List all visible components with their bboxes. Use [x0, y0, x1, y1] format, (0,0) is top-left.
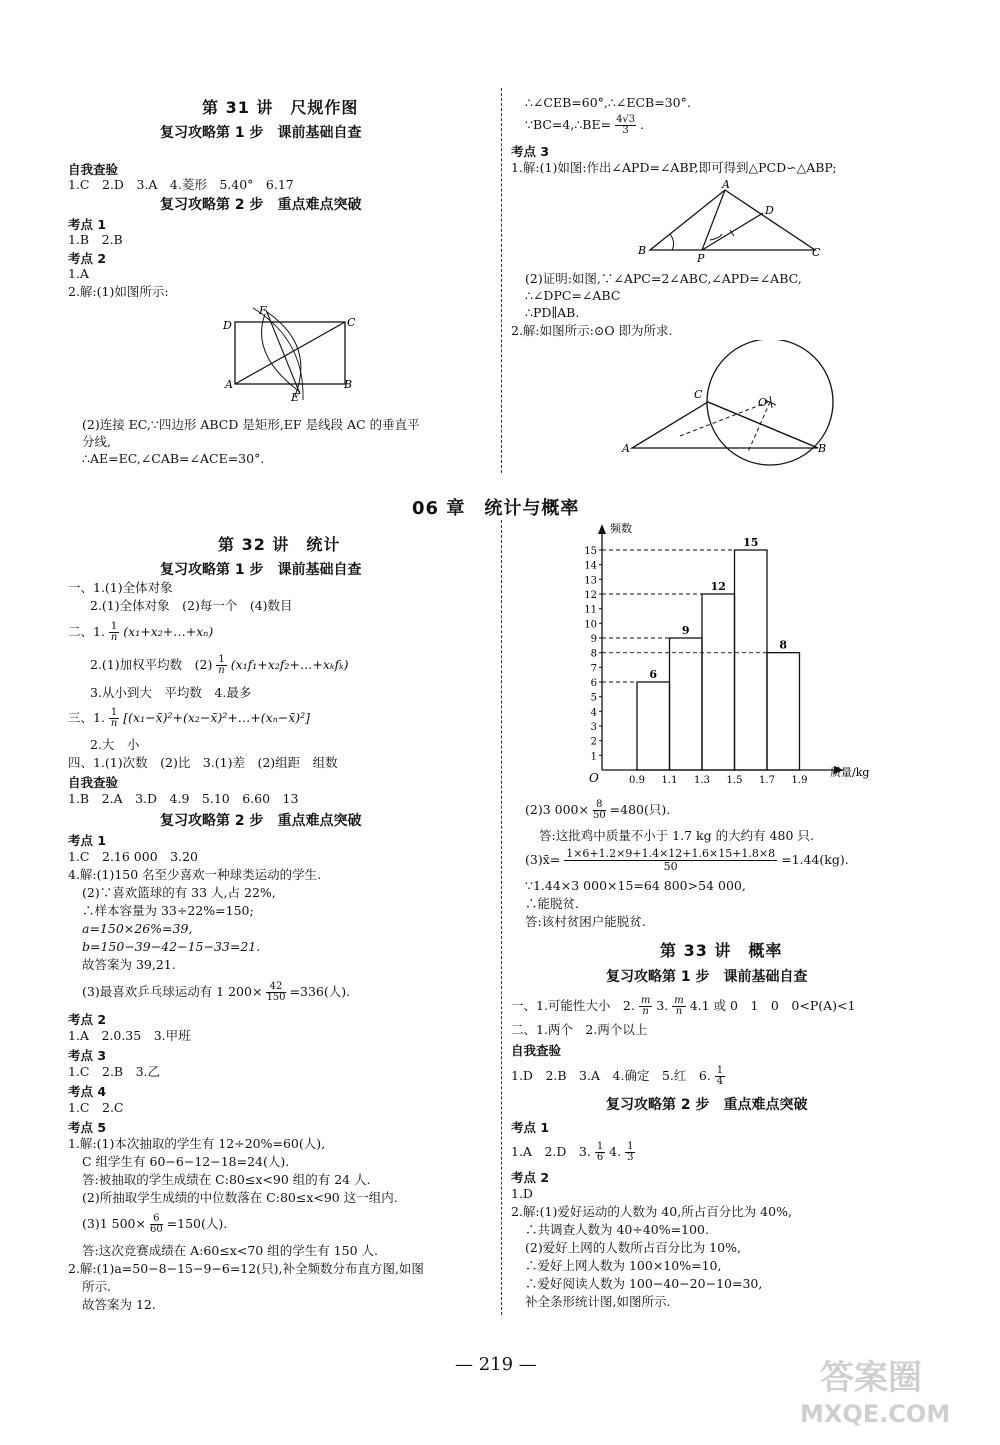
kaodian-1-q4-line-c: ∴样本容量为 33÷22%=150; — [82, 903, 254, 918]
label-p: P — [697, 252, 705, 264]
right-line-5: ∴能脱贫. — [525, 896, 579, 911]
histogram-bar — [735, 550, 768, 770]
prob-line-1 — [511, 996, 855, 1017]
kaodian-5-line-9: 故答案为 12. — [82, 1297, 156, 1312]
kaodian-2-label: 考点 2 — [68, 1012, 107, 1027]
lesson-32-step2: 复习攻略第 2 步 重点难点突破 — [160, 813, 362, 829]
kaodian-2-line-1: 1.D — [511, 1186, 533, 1201]
kaodian-2-line-2: 2.解:(1)爱好运动的人数为 40,所占百分比为 40%, — [511, 1204, 792, 1219]
kaodian-3-label: 考点 3 — [68, 1048, 107, 1063]
y-axis-arrow — [598, 524, 606, 534]
weighted-mean-formula: (x₁f₁+x₂f₂+…+xₖfₖ) — [230, 657, 349, 672]
middle: 4. — [609, 1144, 622, 1159]
fraction-numerator: 42 — [266, 982, 285, 993]
x-axis-title: 质量/kg — [830, 766, 870, 779]
kaodian-1-q4-line-d: a=150×26%=39, — [82, 921, 193, 936]
mean-formula: (x₁+x₂+…+xₙ) — [123, 624, 214, 639]
bar-value-label: 8 — [779, 638, 788, 652]
right-top-line-2 — [525, 115, 644, 136]
kaodian-2-answers: 1.A 2.0.35 3.甲班 — [68, 1028, 191, 1043]
part-1-line-1: 一、1.(1)全体对象 — [68, 580, 173, 595]
kaodian-2-line-3: ∴共调查人数为 40÷40%=100. — [525, 1222, 709, 1237]
similar-triangles-figure — [630, 178, 830, 264]
label-d: D — [765, 204, 774, 217]
fraction-m-over-n — [639, 996, 652, 1017]
part-2-line-2 — [90, 655, 349, 676]
kaodian-2-line-4: (2)爱好上网的人数所占百分比为 10%, — [525, 1240, 741, 1255]
prefix: (3)1 500× — [82, 1216, 146, 1231]
fraction-numerator: 1 — [627, 1141, 634, 1152]
fraction-denominator: n — [675, 1006, 683, 1017]
self-check-label: 自我查验 — [68, 775, 119, 790]
period: . — [640, 117, 645, 132]
label-b: B — [638, 244, 647, 257]
y-tick-label: 9 — [590, 634, 597, 645]
prefix: (2)3 000× — [525, 802, 589, 817]
kaodian-1-q4-line-g — [82, 982, 350, 1003]
kaodian-1-label: 考点 1 — [511, 1120, 550, 1135]
label-f: F — [259, 304, 267, 317]
suffix: 4.1 或 0 1 0 0<P(A)<1 — [689, 998, 856, 1013]
page-number: — 219 — — [455, 1354, 537, 1375]
y-tick-label: 4 — [590, 707, 597, 719]
y-tick-label: 8 — [590, 648, 597, 660]
angle-arc-b — [670, 234, 674, 250]
fraction-denominator: n — [218, 665, 225, 676]
kaodian-5-line-3: 答:被抽取的学生成绩在 C:80≤x<90 组的有 24 人. — [82, 1172, 371, 1187]
kaodian-4-label: 考点 4 — [68, 1084, 107, 1099]
prefix: 1.D 2.B 3.A 4.确定 5.红 6. — [511, 1068, 711, 1083]
prefix: (3)最喜欢乒乓球运动有 1 200× — [82, 984, 263, 999]
mean-fraction — [564, 848, 777, 873]
kaodian-1-answers: 1.C 2.16 000 3.20 — [68, 849, 198, 864]
prefix: 二、1. — [68, 624, 105, 639]
kaodian-1-answers: 1.B 2.B — [68, 232, 123, 247]
fraction-denominator: 3 — [622, 125, 629, 136]
lesson-32-title: 第 32 讲 统计 — [218, 535, 341, 554]
x-tick-label: 1.1 — [661, 775, 678, 786]
column-divider-bottom — [501, 520, 502, 1315]
fraction-numerator: 1×6+1.2×9+1.4×12+1.6×15+1.8×8 — [566, 847, 776, 860]
right-line-2: 答:这批鸡中质量不小于 1.7 kg 的大约有 480 只. — [539, 828, 814, 843]
fraction-denominator: 60 — [149, 1224, 163, 1235]
fraction-8-over-50 — [593, 800, 606, 821]
kaodian-1-label: 考点 1 — [68, 833, 107, 848]
fraction-numerator: m — [640, 995, 651, 1006]
self-check-answers: 1.B 2.A 3.D 4.9 5.10 6.60 13 — [68, 791, 299, 806]
lesson-32-step1: 复习攻略第 1 步 课前基础自查 — [160, 562, 362, 578]
watermark-logo: 答案圈 — [820, 1358, 922, 1398]
right-line-3 — [525, 848, 849, 873]
dashed-guides — [602, 550, 767, 682]
lesson-33-step2: 复习攻略第 2 步 重点难点突破 — [606, 1097, 808, 1113]
fraction-numerator: 1 — [218, 654, 225, 665]
fraction-numerator: 1 — [596, 1141, 604, 1152]
y-tick-label: 11 — [584, 604, 597, 616]
right-top-line-4: (2)证明:如图,∵∠APC=2∠ABC,∠APD=∠ABC, — [525, 271, 802, 286]
kaodian-1-q4-line-b: (2)∵喜欢篮球的有 33 人,占 22%, — [82, 885, 276, 900]
lesson-33-step1: 复习攻略第 1 步 课前基础自查 — [606, 969, 808, 985]
histogram-bar — [767, 653, 800, 770]
step2-heading: 复习攻略第 2 步 重点难点突破 — [160, 197, 362, 213]
frequency-histogram — [560, 520, 890, 795]
kaodian-5-line-4: (2)所抽取学生成绩的中位数落在 C:80≤x<90 这一组内. — [82, 1190, 398, 1205]
prob-line-2: 二、1.两个 2.两个以上 — [511, 1022, 648, 1037]
fraction-1-over-n — [109, 708, 119, 729]
y-axis-title: 频数 — [610, 522, 632, 535]
kaodian-5-line-8: 所示. — [82, 1279, 111, 1294]
fraction-1-over-4 — [715, 1066, 725, 1087]
lesson-33-title: 第 33 讲 概率 — [660, 941, 783, 960]
fraction-denominator: n — [110, 632, 118, 643]
fraction-1-over-n — [216, 655, 226, 676]
rectangle-construction-figure — [215, 300, 365, 405]
label-a: A — [722, 178, 730, 191]
kaodian-2-answer-1: 1.A — [68, 266, 89, 281]
chapter-title: 06 章 统计与概率 — [412, 498, 580, 519]
middle: 3. — [656, 998, 669, 1013]
watermark-url: MXQE.COM — [800, 1400, 951, 1428]
fraction-denominator: n — [110, 718, 118, 729]
y-tick-label: 14 — [584, 560, 597, 572]
prefix: 2.(1)加权平均数 (2) — [90, 657, 213, 672]
segment-pd — [702, 213, 763, 250]
prefix: (3)x̄= — [525, 852, 561, 867]
kaodian-1-q4-line-a: 4.解:(1)150 名至少喜欢一种球类运动的学生. — [68, 867, 322, 882]
fraction-numerator: m — [674, 995, 684, 1006]
x-axis-ticks — [629, 775, 807, 786]
right-line-6: 答:该村贫困户能脱贫. — [525, 914, 646, 929]
right-top-line-6: ∴PD∥AB. — [525, 305, 580, 320]
fraction-42-over-150 — [266, 982, 285, 1003]
fraction-numerator: 4√3 — [616, 114, 636, 125]
fraction-1-over-6 — [595, 1142, 605, 1163]
x-tick-label: 1.5 — [726, 775, 743, 786]
kaodian-1-q4-line-f: 故答案为 39,21. — [82, 957, 176, 972]
kaodian-5-line-6: 答:这次竞赛成绩在 A:60≤x<70 组的学生有 150 人. — [82, 1243, 378, 1258]
y-tick-label: 12 — [584, 590, 597, 601]
right-line-4: ∵1.44×3 000×15=64 800>54 000, — [525, 878, 746, 893]
kaodian-5-label: 考点 5 — [68, 1120, 107, 1135]
label-o: O — [758, 396, 768, 409]
y-tick-label: 3 — [590, 722, 597, 733]
lesson-31-title: 第 31 讲 尺规作图 — [202, 98, 359, 117]
kaodian-1-answers — [511, 1142, 635, 1163]
y-tick-label: 10 — [584, 619, 597, 631]
label-c: C — [347, 316, 356, 329]
label-b: B — [344, 378, 353, 391]
x-tick-label: 1.7 — [759, 775, 775, 786]
self-check-answers — [511, 1066, 725, 1087]
part-2-line-3: 3.从小到大 平均数 4.最多 — [90, 685, 252, 700]
kaodian-2-answer-2: 2.解:(1)如图所示: — [68, 284, 169, 299]
fraction-numerator: 6 — [150, 1214, 163, 1225]
y-tick-label: 5 — [590, 692, 597, 704]
part-2-line-1 — [68, 622, 213, 643]
self-check-answers: 1.C 2.D 3.A 4.菱形 5.40° 6.17 — [68, 177, 294, 192]
y-axis-ticks — [584, 546, 602, 762]
right-top-line-7: 2.解:如图所示:⊙O 即为所求. — [511, 323, 673, 338]
label-c: C — [812, 246, 821, 259]
suffix: =1.44(kg). — [781, 852, 849, 867]
self-check-label: 自我查验 — [68, 162, 119, 177]
kaodian-2-line-6: ∴爱好阅读人数为 100−40−20−10=30, — [525, 1276, 763, 1291]
suffix: =480(只). — [609, 802, 671, 817]
y-tick-label: 6 — [590, 678, 597, 689]
fraction-1-over-n — [109, 622, 119, 643]
variance-formula: [(x₁−x̄)²+(x₂−x̄)²+…+(xₙ−x̄)²] — [123, 710, 311, 725]
label-d: D — [223, 319, 232, 332]
column-divider-top — [501, 88, 502, 473]
bar-value-label: 15 — [743, 536, 759, 549]
be-expression: ∵BC=4,∴BE= — [525, 117, 612, 132]
fraction-denominator: n — [642, 1006, 649, 1017]
right-top-line-5: ∴∠DPC=∠ABC — [525, 288, 621, 303]
kaodian-2-label: 考点 2 — [68, 251, 107, 266]
prefix: 一、1.可能性大小 2. — [511, 998, 635, 1013]
histogram-bar — [670, 638, 703, 770]
bar-value-label: 9 — [681, 624, 690, 637]
fraction-numerator: 1 — [110, 707, 118, 718]
right-top-line-1: ∴∠CEB=60°,∴∠ECB=30°. — [525, 95, 691, 110]
origin-label: O — [589, 771, 599, 785]
kaodian-3-label: 考点 3 — [511, 144, 550, 159]
right-line-1 — [525, 800, 670, 821]
bar-value-label: 12 — [710, 580, 726, 593]
fraction-denominator: 3 — [627, 1152, 634, 1163]
prefix: 三、1. — [68, 710, 105, 725]
suffix: =336(人). — [289, 984, 351, 999]
fraction-4root3-over-3 — [615, 115, 636, 136]
label-e: E — [291, 391, 300, 404]
triangle-abc — [650, 190, 815, 250]
part-1-line-2: 2.(1)全体对象 (2)每一个 (4)数目 — [90, 598, 293, 613]
step1-heading: 复习攻略第 1 步 课前基础自查 — [160, 125, 362, 141]
x-tick-label: 1.3 — [694, 775, 710, 786]
bisector-dashed-1 — [680, 402, 768, 436]
proof-line-2: 分线, — [82, 434, 111, 449]
kaodian-3-answers: 1.C 2.B 3.乙 — [68, 1064, 161, 1079]
fraction-m-over-n-2 — [672, 996, 685, 1017]
y-tick-label: 13 — [584, 575, 597, 587]
kaodian-5-line-7: 2.解:(1)a=50−8−15−9−6=12(只),补全频数分布直方图,如图 — [68, 1261, 424, 1276]
fraction-denominator: 50 — [663, 860, 678, 873]
kaodian-5-line-1: 1.解:(1)本次抽取的学生有 12÷20%=60(人), — [68, 1136, 326, 1151]
fraction-denominator: 6 — [596, 1152, 604, 1163]
y-tick-label: 2 — [590, 736, 597, 748]
fraction-numerator: 8 — [593, 800, 606, 811]
bar-value-label: 6 — [649, 668, 658, 681]
fraction-denominator: 150 — [266, 992, 286, 1003]
prefix: 1.A 2.D 3. — [511, 1144, 591, 1159]
y-tick-label: 7 — [590, 663, 597, 675]
y-tick-label: 1 — [590, 751, 597, 763]
kaodian-1-label: 考点 1 — [68, 217, 107, 232]
fraction-denominator: 4 — [716, 1076, 724, 1087]
x-tick-label: 0.9 — [629, 775, 645, 786]
x-tick-label: 1.9 — [791, 775, 808, 786]
label-b: B — [818, 442, 827, 455]
part-3-line-1 — [68, 708, 310, 729]
fraction-numerator: 1 — [716, 1065, 724, 1076]
proof-line-1: (2)连接 EC,∵四边形 ABCD 是矩形,EF 是线段 AC 的垂直平 — [82, 417, 420, 432]
diagonal-ac — [235, 322, 345, 384]
self-check-label: 自我查验 — [511, 1043, 562, 1058]
y-tick-label: 15 — [584, 546, 597, 557]
kaodian-5-line-5 — [82, 1214, 227, 1235]
part-4-line-1: 四、1.(1)次数 (2)比 3.(1)差 (2)组距 组数 — [68, 755, 338, 770]
right-top-line-3: 1.解:(1)如图:作出∠APD=∠ABP,即可得到△PCD∽△ABP; — [511, 160, 837, 175]
kaodian-2-line-5: ∴爱好上网人数为 100×10%=10, — [525, 1258, 722, 1273]
fraction-6-over-60 — [150, 1214, 163, 1235]
kaodian-5-line-2: C 组学生有 60−6−12−18=24(人). — [82, 1154, 290, 1169]
label-a: A — [225, 378, 233, 391]
suffix: =150(人). — [166, 1216, 228, 1231]
kaodian-4-answers: 1.C 2.C — [68, 1100, 124, 1115]
histogram-bar — [702, 594, 735, 770]
kaodian-1-q4-line-e: b=150−39−42−15−33=21. — [82, 939, 261, 954]
histogram-bar — [637, 682, 670, 770]
proof-line-3: ∴AE=EC,∠CAB=∠ACE=30°. — [82, 451, 265, 466]
kaodian-2-label: 考点 2 — [511, 1170, 550, 1185]
label-c: C — [694, 388, 703, 401]
circle-construction-figure — [620, 340, 840, 470]
part-3-line-2: 2.大 小 — [90, 737, 140, 752]
kaodian-2-line-7: 补全条形统计图,如图所示. — [525, 1294, 671, 1309]
label-a: A — [622, 442, 630, 455]
fraction-denominator: 50 — [592, 810, 606, 821]
fraction-numerator: 1 — [110, 621, 118, 632]
fraction-1-over-3 — [625, 1142, 635, 1163]
